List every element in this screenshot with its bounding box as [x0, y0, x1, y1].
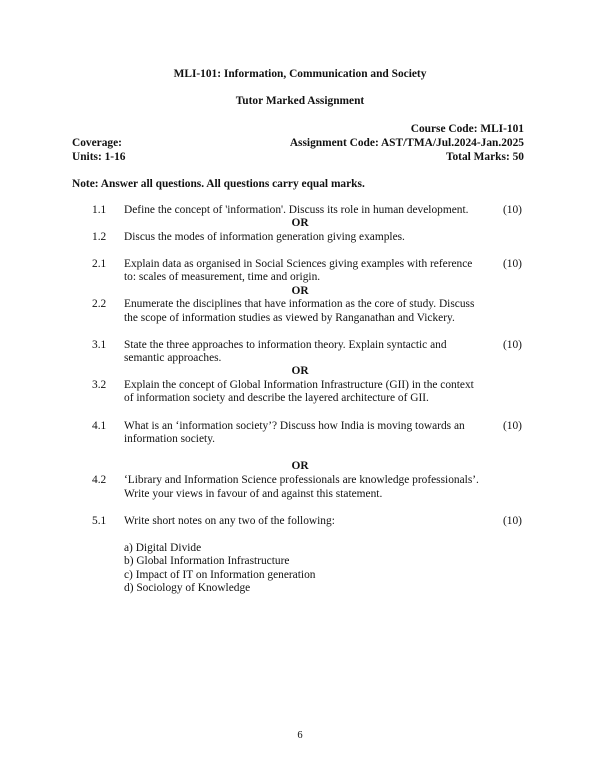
course-code: Course Code: MLI-101	[410, 123, 524, 135]
or-separator: OR	[291, 285, 309, 297]
document-title: MLI-101: Information, Communication and Society	[173, 68, 427, 80]
question-text: Write your views in favour of and against this statement.	[124, 488, 383, 500]
coverage-label: Coverage:	[72, 137, 122, 149]
question-number: 1.1	[92, 204, 107, 216]
list-item: d) Sociology of Knowledge	[124, 582, 251, 594]
or-separator: OR	[291, 217, 309, 229]
or-separator: OR	[291, 460, 309, 472]
question-text: Explain data as organised in Social Sciences giving examples with reference	[124, 258, 473, 270]
question-number: 5.1	[92, 515, 107, 527]
question-text: Enumerate the disciplines that have information as the core of study. Discuss	[124, 298, 475, 310]
question-marks: (10)	[503, 420, 522, 432]
question-text: Define the concept of 'information'. Discuss its role in human development.	[124, 204, 469, 216]
question-marks: (10)	[503, 515, 522, 527]
question-number: 2.2	[92, 298, 107, 310]
question-number: 2.1	[92, 258, 107, 270]
question-text: the scope of information studies as viewed by Ranganathan and Vickery.	[124, 312, 455, 324]
question-text: of information society and describe the layered architecture of GII.	[124, 392, 429, 404]
document-subtitle: Tutor Marked Assignment	[235, 95, 365, 107]
page-number: 6	[297, 730, 303, 741]
question-number: 4.1	[92, 420, 107, 432]
assignment-code: Assignment Code: AST/TMA/Jul.2024-Jan.2025	[289, 137, 524, 149]
question-text: information society.	[124, 433, 215, 445]
question-number: 1.2	[92, 231, 107, 243]
question-text: What is an ‘information society’? Discuss how India is moving towards an	[124, 420, 465, 432]
list-item: c) Impact of IT on Information generation	[124, 569, 316, 581]
units-label: Units: 1-16	[72, 151, 126, 163]
question-number: 4.2	[92, 474, 107, 486]
question-marks: (10)	[503, 339, 522, 351]
list-item: b) Global Information Infrastructure	[124, 555, 290, 567]
or-separator: OR	[291, 365, 309, 377]
question-number: 3.2	[92, 379, 107, 391]
question-text: to: scales of measurement, time and origin.	[124, 271, 321, 283]
question-text: semantic approaches.	[124, 352, 222, 364]
question-text: Discus the modes of information generation giving examples.	[124, 231, 405, 243]
question-text: ‘Library and Information Science professionals are knowledge professionals’.	[124, 474, 479, 486]
question-number: 3.1	[92, 339, 107, 351]
question-marks: (10)	[503, 258, 522, 270]
question-text: Explain the concept of Global Information Infrastructure (GII) in the context	[124, 379, 474, 391]
question-text: State the three approaches to information theory. Explain syntactic and	[124, 339, 447, 351]
question-marks: (10)	[503, 204, 522, 216]
list-item: a) Digital Divide	[124, 542, 202, 554]
question-text: Write short notes on any two of the following:	[124, 515, 335, 527]
total-marks: Total Marks: 50	[445, 151, 524, 163]
instructions-note: Note: Answer all questions. All questions carry equal marks.	[72, 178, 365, 190]
